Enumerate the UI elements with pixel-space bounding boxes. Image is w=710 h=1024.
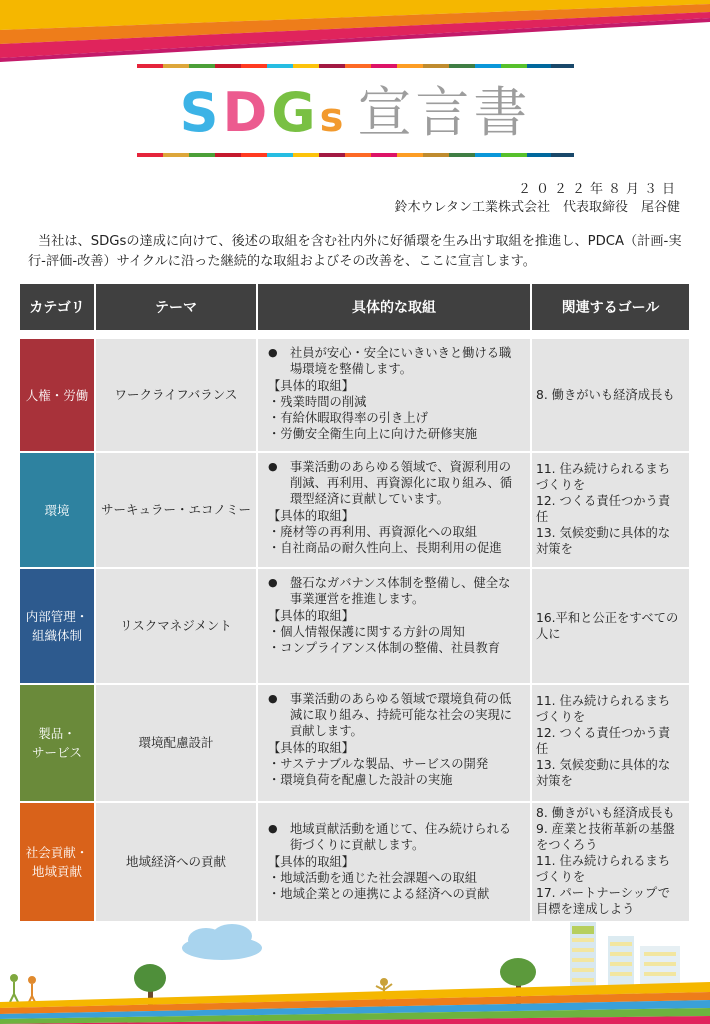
actions-cell: [258, 803, 530, 921]
detail-heading: 【具体的取組】: [268, 855, 355, 869]
theme-cell: ワークライフバランス: [96, 339, 256, 451]
table-row: [20, 685, 689, 801]
footer-illustration: [0, 922, 710, 1024]
category-label: 組織体制: [31, 628, 82, 643]
goal-line: づくりを: [536, 710, 586, 724]
title-letter-g: G: [271, 81, 320, 144]
rainbow-line-top: [137, 64, 574, 68]
bullet-statement: [268, 691, 522, 739]
goal-line: 13. 気候変動に具体的な: [536, 526, 671, 540]
goal-line: 17. パートナーシップで: [536, 886, 671, 900]
goal-line: をつくろう: [536, 838, 598, 852]
category-label: 社会貢献・: [25, 845, 89, 860]
detail-item: ・廃材等の再利用、再資源化への取組: [268, 525, 478, 539]
goals-cell: [532, 803, 689, 921]
category-cell: [20, 453, 94, 567]
category-label: 環境: [44, 502, 70, 518]
declaration-date: ２０２２年８月３日: [517, 182, 680, 197]
bullet-text-line: 事業活動のあらゆる領域で、資源利用の: [290, 460, 512, 474]
theme-cell: サーキュラー・エコノミー: [96, 453, 256, 567]
bullet-icon: ●: [268, 692, 278, 705]
bullet-text-line: 削減、再利用、再資源化に取り組み、循: [290, 476, 513, 490]
table-row: [20, 803, 689, 921]
title-japanese: 宣言書: [357, 81, 532, 144]
bullet-statement: [268, 459, 522, 507]
category-label: 製品・: [38, 726, 76, 741]
category-label: 地域貢献: [31, 864, 82, 879]
header-category: カテゴリ: [20, 284, 94, 330]
rainbow-line-bottom: [137, 153, 574, 157]
table-row: [20, 453, 689, 567]
bullet-statement: [268, 345, 522, 377]
detail-heading: 【具体的取組】: [268, 741, 355, 755]
detail-item: ・個人情報保護に関する方針の周知: [268, 625, 465, 639]
goals-cell: [532, 685, 689, 801]
category-label: 内部管理・: [25, 609, 89, 624]
goals-cell: [532, 453, 689, 567]
goal-line: 8. 働きがいも経済成長も: [536, 806, 675, 820]
detail-item: ・有給休暇取得率の引き上げ: [268, 411, 428, 425]
declaration-intro: 当社は、SDGsの達成に向けて、後述の取組を含む社内外に好循環を生み出す取組を推進し、PDCA（計画-実行-評価-改善）サイクルに沿った継続的な取組およびその改善を、ここに宣言します。: [28, 234, 682, 269]
table-row: [20, 569, 689, 683]
detail-item: ・労働安全衛生向上に向けた研修実施: [268, 427, 478, 441]
table-row: [20, 339, 689, 451]
top-color-band: [0, 0, 710, 62]
actions-cell: [258, 685, 530, 801]
bullet-text-line: 地域貢献活動を通じて、住み続けられる: [290, 822, 512, 836]
detail-item: ・自社商品の耐久性向上、長期利用の促進: [268, 541, 502, 555]
detail-item: ・地域企業との連携による経済への貢献: [268, 887, 490, 901]
detail-heading: 【具体的取組】: [268, 509, 355, 523]
theme-cell: リスクマネジメント: [96, 569, 256, 683]
goal-line: づくりを: [536, 870, 586, 884]
header-actions: 具体的な取組: [258, 284, 530, 330]
cloud-icon: [182, 924, 262, 960]
category-cell: [20, 569, 94, 683]
goal-line: 11. 住み続けられるまち: [536, 854, 671, 868]
bullet-text-line: 環型経済に貢献しています。: [290, 492, 449, 506]
title-letter-s: S: [179, 81, 223, 144]
bullet-icon: ●: [268, 822, 278, 835]
goal-line: 8. 働きがいも経済成長も: [536, 388, 675, 402]
category-cell: [20, 803, 94, 921]
goal-line: 11. 住み続けられるまち: [536, 462, 671, 476]
goals-cell: [532, 569, 689, 683]
goal-line: 12. つくる責任つかう責: [536, 726, 671, 740]
goal-line: 9. 産業と技術革新の基盤: [536, 822, 675, 836]
page-title: [137, 78, 574, 148]
bullet-icon: ●: [268, 576, 278, 589]
detail-item: ・地域活動を通じた社会課題への取組: [268, 871, 478, 885]
bullet-text-line: 街づくりに貢献します。: [290, 838, 425, 852]
detail-item: ・環境負荷を配慮した設計の実施: [268, 773, 453, 787]
detail-heading: 【具体的取組】: [268, 379, 355, 393]
goal-line: 任: [536, 742, 549, 756]
goal-line: 目標を達成しよう: [536, 902, 635, 916]
goal-line: 任: [536, 510, 549, 524]
detail-item: ・コンプライアンス体制の整備、社員教育: [268, 641, 501, 655]
bullet-text-line: 減に取り組み、持続可能な社会の実現に: [290, 708, 513, 722]
bullet-icon: ●: [268, 346, 278, 359]
detail-heading: 【具体的取組】: [268, 609, 355, 623]
bullet-text-line: 事業運営を推進します。: [290, 592, 425, 606]
table-header: [20, 284, 689, 330]
theme-cell: 環境配慮設計: [96, 685, 256, 801]
category-cell: [20, 339, 94, 451]
goal-line: 人に: [536, 627, 561, 641]
detail-item: ・残業時間の削減: [268, 395, 367, 409]
goal-line: づくりを: [536, 478, 586, 492]
bullet-statement: [268, 821, 522, 853]
title-letter-d: D: [222, 81, 272, 144]
bullet-text-line: 盤石なガバナンス体制を整備し、健全な: [290, 576, 511, 590]
bullet-text-line: 場環境を整備します。: [290, 362, 412, 376]
category-cell: [20, 685, 94, 801]
header-goals: 関連するゴール: [532, 284, 689, 330]
bullet-text-line: 貢献します。: [290, 724, 363, 738]
goal-line: 11. 住み続けられるまち: [536, 694, 671, 708]
bullet-icon: ●: [268, 460, 278, 473]
goal-line: 対策を: [536, 542, 573, 556]
actions-cell: [258, 569, 530, 683]
category-label: サービス: [31, 745, 82, 760]
title-block: [137, 64, 574, 160]
goal-line: 16.平和と公正をすべての: [536, 611, 679, 625]
bullet-text-line: 事業活動のあらゆる領域で環境負荷の低: [290, 692, 512, 706]
declaration-signature: 鈴木ウレタン工業株式会社 代表取締役 尾谷健: [394, 200, 680, 215]
header-theme: テーマ: [96, 284, 256, 330]
goal-line: 12. つくる責任つかう責: [536, 494, 671, 508]
goals-cell: [532, 339, 689, 451]
actions-cell: [258, 339, 530, 451]
bullet-statement: [268, 575, 522, 607]
title-letter-small-s: s: [319, 95, 348, 141]
detail-item: ・サステナブルな製品、サービスの開発: [268, 757, 489, 771]
person-icon: [10, 975, 36, 1004]
table-body: [20, 339, 689, 923]
goal-line: 13. 気候変動に具体的な: [536, 758, 671, 772]
category-label: 人権・労働: [25, 387, 89, 403]
goal-line: 対策を: [536, 774, 573, 788]
bullet-text-line: 社員が安心・安全にいきいきと働ける職: [290, 346, 512, 360]
theme-cell: 地域経済への貢献: [96, 803, 256, 921]
actions-cell: [258, 453, 530, 567]
